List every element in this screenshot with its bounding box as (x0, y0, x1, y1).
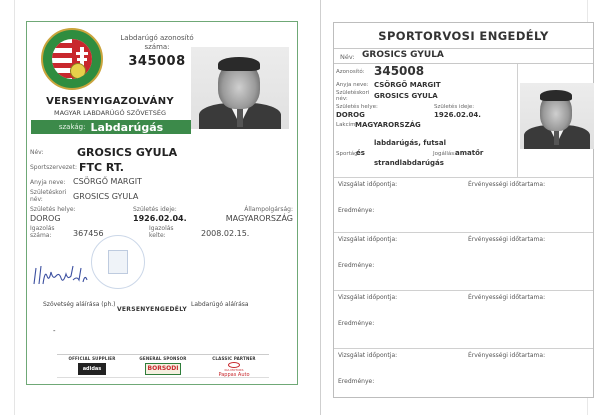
ervenyessegi-idotartama-label: Érvényességi időtartama: (468, 294, 546, 301)
azonosito-value: 345008 (374, 64, 425, 78)
football-icon (70, 63, 86, 79)
exam-section (334, 232, 593, 292)
sportszervezet-value: FTC RT. (79, 161, 124, 174)
scan-fold-left (14, 0, 15, 415)
szuletesi-nev-label: Születéskori név: (336, 90, 370, 102)
azonosito-label: Azonosító: (336, 69, 365, 75)
szuletes-helye-value: DOROG (336, 111, 365, 119)
card-title: SPORTORVOSI ENGEDÉLY (334, 23, 593, 49)
szuletes-helye-label: Születés helye: (30, 206, 76, 213)
sponsor-kia (199, 355, 269, 378)
exam-section (334, 290, 593, 348)
nev-value: GROSICS GYULA (362, 50, 444, 60)
scan-fold-center (320, 0, 321, 415)
sportag-value-line1: labdarúgás, futsal (374, 139, 446, 147)
official-stamp (91, 235, 145, 289)
igazolas-kelte-label: Igazolás kelte: (149, 225, 174, 239)
borsodi-text: BORSODI (147, 365, 179, 372)
mlsz-logo (41, 28, 103, 90)
signature (31, 262, 89, 288)
sportag-value-line3: strandlabdarúgás (374, 159, 444, 167)
sportag-value-line2: és (356, 149, 365, 157)
igazolas-kelte-value: 2008.02.15. (201, 229, 250, 238)
szakag-label: szakág: (58, 123, 86, 131)
nev-value: GROSICS GYULA (77, 146, 178, 159)
szuletes-ideje-label: Születés ideje: (434, 104, 475, 110)
lakcim-value: MAGYARORSZÁG (355, 121, 421, 129)
player-photo (191, 47, 289, 129)
eredmenye-label: Eredménye: (338, 262, 375, 269)
exam-section (334, 177, 593, 237)
szakag-value: Labdarúgás (90, 120, 164, 134)
adidas-logo: adidas (78, 363, 106, 375)
kia-motors-text: KIA MOTORS (224, 368, 244, 372)
name-row (334, 49, 593, 64)
id-number: 345008 (128, 54, 186, 69)
jogallas-value: amatőr (455, 149, 484, 157)
szovetseg-alairasa-label: Szövetség aláírása (ph.) (43, 301, 116, 308)
sponsor-adidas (57, 355, 127, 375)
nev-label: Név: (340, 53, 355, 61)
card-title: VERSENYIGAZOLVÁNY (46, 96, 174, 107)
info-block (334, 64, 518, 177)
szuletes-helye-value: DOROG (30, 214, 61, 223)
allampolgarsag-value: MAGYARORSZÁG (225, 214, 293, 223)
versenyigazolvany-card (26, 21, 298, 385)
labdarugo-alairasa-label: Labdarúgó aláírása (191, 301, 249, 308)
szuletes-ideje-value: 1926.02.04. (133, 214, 187, 223)
szuletes-ideje-label: Születés ideje: (133, 206, 177, 213)
sportorvosi-engedely-card (333, 22, 594, 398)
sponsor-heading: OFFICIAL SUPPLIER (68, 356, 116, 361)
szuletes-ideje-value: 1926.02.04. (434, 111, 481, 119)
anyja-label: Anyja neve: (336, 82, 369, 88)
anyja-value: CSÖRGŐ MARGIT (73, 177, 142, 186)
card-subtitle: MAGYAR LABDARÚGÓ SZÖVETSÉG (53, 109, 167, 117)
sportszervezet-label: Sportszervezet: (30, 164, 77, 171)
anyja-value: CSÖRGŐ MARGIT (374, 81, 441, 89)
szuletes-helye-label: Születés helye: (336, 104, 378, 110)
sponsor-heading: GENERAL SPONSOR (139, 356, 187, 361)
id-label: Labdarúgó azonosító száma: (120, 34, 194, 51)
allampolgarsag-label: Állampolgárság: (244, 206, 293, 213)
pappas-auto-text: Pappas Auto (218, 372, 250, 378)
nev-label: Név: (30, 149, 44, 156)
anyja-label: Anyja neve: (30, 179, 66, 186)
exam-section (334, 348, 593, 399)
igazolas-szama-label: Igazolás száma: (30, 225, 55, 239)
borsodi-logo (145, 363, 181, 375)
vizsgalat-idopontja-label: Vizsgálat időpontja: (338, 236, 398, 243)
ervenyessegi-idotartama-label: Érvényességi időtartama: (468, 352, 546, 359)
lakcim-label: Lakcím: (336, 122, 358, 128)
szuletesi-nev-label: Születéskori név: (30, 189, 67, 203)
vizsgalat-idopontja-label: Vizsgálat időpontja: (338, 294, 398, 301)
player-photo (520, 83, 594, 149)
sponsor-borsodi (128, 355, 198, 375)
vizsgalat-idopontja-label: Vizsgálat időpontja: (338, 352, 398, 359)
eredmenye-label: Eredménye: (338, 320, 375, 327)
sponsor-heading: CLASSIC PARTNER (212, 356, 256, 361)
vizsgalat-idopontja-label: Vizsgálat időpontja: (338, 181, 398, 188)
sponsor-strip (57, 354, 269, 378)
szuletesi-nev-value: GROSICS GYULA (73, 192, 139, 201)
ervenyessegi-idotartama-label: Érvényességi időtartama: (468, 181, 546, 188)
versenyengedely-value: - (53, 327, 56, 335)
igazolas-szama-value: 367456 (73, 229, 104, 238)
versenyengedely-heading: VERSENYENGEDÉLY (116, 306, 188, 313)
sportag-label: Sportág: (336, 151, 360, 157)
szuletesi-nev-value: GROSICS GYULA (374, 92, 438, 100)
eredmenye-label: Eredménye: (338, 207, 375, 214)
szakag-bar (31, 120, 191, 134)
ervenyessegi-idotartama-label: Érvényességi időtartama: (468, 236, 546, 243)
jogallas-label: Jogállás: (433, 151, 456, 157)
eredmenye-label: Eredménye: (338, 378, 375, 385)
